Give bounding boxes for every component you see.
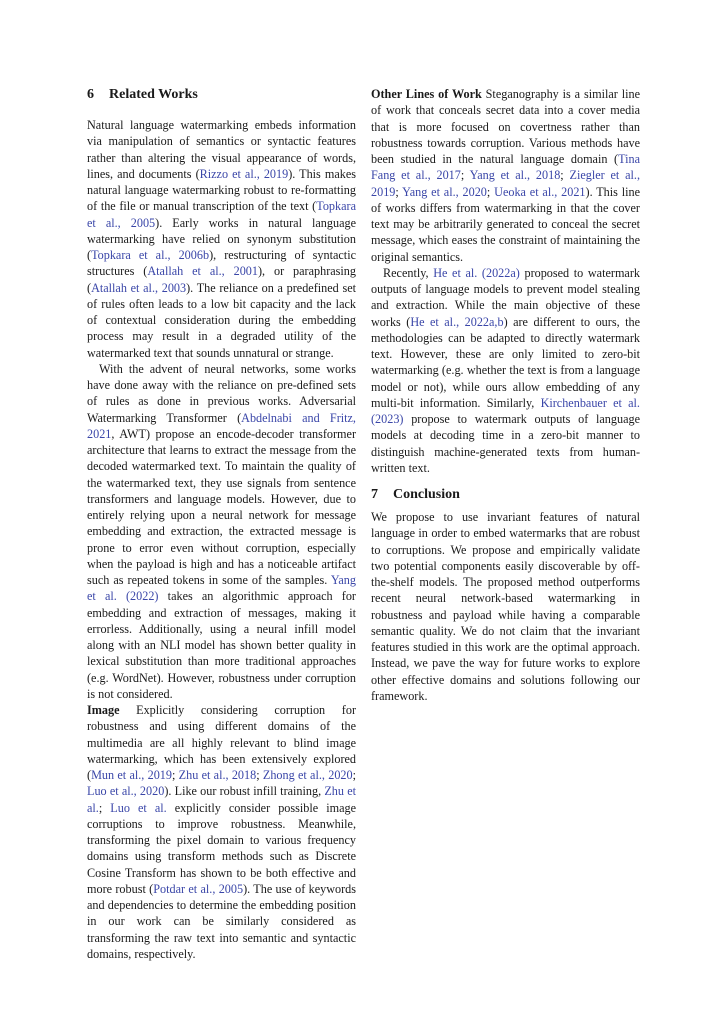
left-column <box>87 86 356 962</box>
text: ). This makes natural language watermarking robust to re-formatting of the file or manual transcription of the text ( <box>87 166 356 214</box>
text: ; <box>172 768 179 782</box>
text: ; <box>560 168 570 183</box>
citation-link[interactable]: Luo et al. <box>110 800 167 815</box>
paragraph-other-lines <box>371 86 640 265</box>
section-heading-related-works <box>87 86 356 104</box>
text: proposed to watermark outputs of language models to prevent model stealing and extraction. While the main objective of these works ( <box>371 265 640 329</box>
text: Natural language watermarking embeds information via manipulation of semantics or syntactic features rather than altering the visual appearance of words, lines, and documents ( <box>87 118 356 181</box>
section-heading-conclusion <box>371 486 640 504</box>
text: ). This line of works differs from watermarking in that the cover text may be arbitrarily generated to conceal the secret message, which eases the constraint of maintaining the original semantics. <box>371 184 641 264</box>
citation-link[interactable]: Ziegler et al., 2019 <box>371 168 640 199</box>
text: ) are different to ours, the methodologies can be adapted to directly watermark text. However, these are only limited to zero-bit watermarking (e.g. whether the text is from a language model or not), while ours allow embedding of any multi-bit information. Similarly, <box>371 314 640 410</box>
text: Explicitly considering corruption for robustness and using different domains of the multimedia are all highly relevant to blind image watermarking, which has been extensively explored ( <box>87 703 356 782</box>
citation-link[interactable]: Mun et al., 2019 <box>91 768 172 782</box>
citation-link[interactable]: Ueoka et al., 2021 <box>494 184 586 199</box>
paragraph-image <box>87 702 356 962</box>
text: ; <box>460 168 470 183</box>
paragraph-title: Image <box>87 703 120 717</box>
text: ). The use of keywords and dependencies to determine the embedding position in our work can be similarly considered as transforming the raw text into semantic and syntactic domains, respectively. <box>87 881 356 961</box>
text: ; <box>395 184 403 199</box>
text: ; <box>256 768 263 782</box>
paragraph-recently <box>371 265 640 476</box>
section-number: 7 <box>371 487 378 502</box>
citation-link[interactable]: Atallah et al., 2003 <box>91 280 187 295</box>
section-number: 6 <box>87 87 94 102</box>
text: Steganography is a similar line of work that conceals secret data into a cover media that is more focused on covertness rather than robustness towards corruption. Various methods have been studied in the natural language domain ( <box>371 87 640 166</box>
citation-link[interactable]: Zhu et al., 2018 <box>178 768 257 782</box>
paragraph-neural <box>87 361 356 702</box>
text: , AWT) propose an encode-decoder transformer architecture that learns to extract the message from the decoded watermarked text. To maintain the quality of the watermarked text, they use signals from sentence transformers and language models. However, due to entirely relying upon a neural network for message embedding and extraction, the extracted message is prone to error even without corruption, especially when the payload is high and has a noticeable artifact such as repeated tokens in some of the samples. <box>87 426 356 587</box>
right-column <box>371 86 640 704</box>
citation-link[interactable]: Yang et al., 2018 <box>469 168 561 183</box>
citation-link[interactable]: Topkara et al., 2005 <box>87 199 356 230</box>
citation-link[interactable]: Luo et al., 2020 <box>87 784 165 799</box>
text: ). The reliance on a predefined set of rules often leads to a low bit capacity and the lack of contextual consideration during the embedding process may result in a degraded utility of the watermarked text that sounds unnatural or strange. <box>87 280 357 360</box>
text: takes an algorithmic approach for embedding and extraction of messages, making it errorless. Additionally, using a neural infill model along with an NLI model has shown better quality in lexical substitution than more traditional approaches (e.g. WordNet). However, robustness under corruption is not considered. <box>87 589 356 701</box>
section-title: Conclusion <box>393 487 460 502</box>
text: ; <box>98 800 111 815</box>
text: ). Like our robust infill training, <box>164 784 325 799</box>
paragraph-title: Other Lines of Work <box>371 87 482 101</box>
citation-link[interactable]: He et al., 2022a,b <box>410 314 504 329</box>
citation-link[interactable]: Yang et al., 2020 <box>402 184 487 199</box>
text: ), restructuring of syntactic structures ( <box>87 248 356 279</box>
text: Recently, <box>383 265 434 280</box>
citation-link[interactable]: Potdar et al., 2005 <box>153 881 244 896</box>
text: ; <box>486 184 495 199</box>
citation-link[interactable]: Atallah et al., 2001 <box>147 264 258 279</box>
citation-link[interactable]: Topkara et al., 2006b <box>91 248 210 262</box>
text: With the advent of neural networks, some works have done away with the reliance on pre-defined sets of rules as done in previous works. Adversarial Watermarking Transformer ( <box>87 361 356 425</box>
text: propose to watermark outputs of language models at decoding time in a zero-bit manner to distinguish machine-generated texts from human-written text. <box>371 412 640 475</box>
section-title: Related Works <box>109 87 198 102</box>
citation-link[interactable]: Rizzo et al., 2019 <box>199 166 289 181</box>
citation-link[interactable]: Yang et al. (2022) <box>87 573 356 604</box>
text: ), or paraphrasing ( <box>87 264 356 295</box>
text: ). Early works in natural language watermarking have relied on synonym substitution ( <box>87 215 356 262</box>
citation-link[interactable]: Abdelnabi and Fritz, 2021 <box>87 410 356 441</box>
citation-link[interactable]: Kirchenbauer et al. (2023) <box>371 395 640 426</box>
paragraph-intro <box>87 117 356 361</box>
citation-link[interactable]: Zhong et al., 2020 <box>262 768 353 782</box>
text: ; <box>352 768 356 782</box>
citation-link[interactable]: Zhu et al. <box>87 784 356 815</box>
citation-link[interactable]: He et al. (2022a) <box>433 265 520 280</box>
citation-link[interactable]: Tina Fang et al., 2017 <box>371 152 640 183</box>
paragraph-conclusion: We propose to use invariant features of natural language in order to embed watermarks that are robust to corruptions. We propose and empirically validate two potential components easily discoverable by off-the-shelf models. The proposed method outperforms recent neural network-based watermarking in robustness and payload while having a comparable semantic quality. We do not claim that the invariant features studied in this work are the optimal approach. Instead, we pave the way for future works to explore other effective domains and solutions following our framework. <box>371 510 640 703</box>
text: explicitly consider possible image corruptions to improve robustness. Meanwhile, transforming the pixel domain to various frequency domains using transform methods such as Discrete Cosine Transform has shown to be both effective and more robust ( <box>87 800 356 896</box>
